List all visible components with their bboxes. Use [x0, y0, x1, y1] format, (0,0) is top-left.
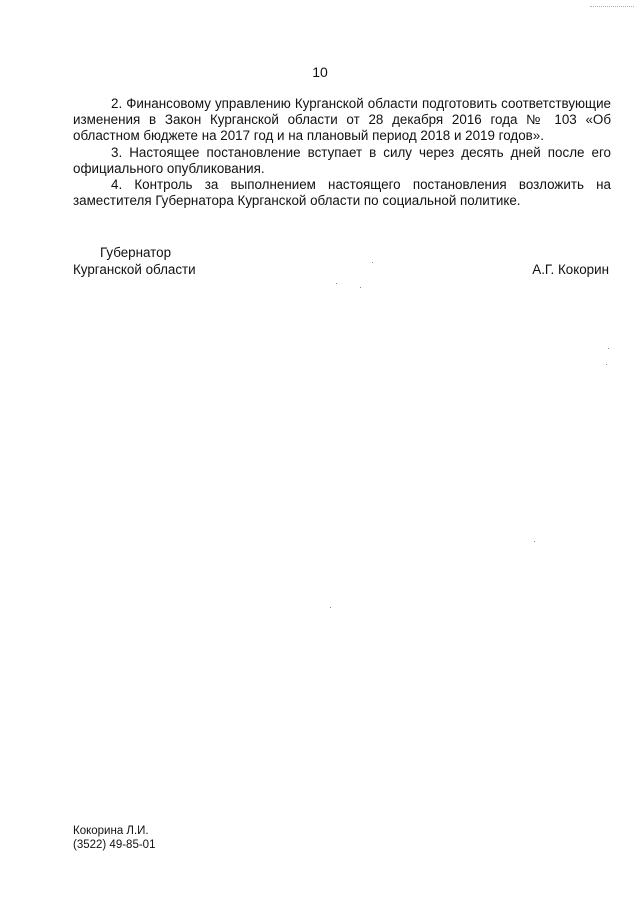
signatory-name: А.Г. Кокорин — [532, 262, 609, 277]
paragraph-effective-date: 3. Настоящее постановление вступает в силу через десять дней после его официального опубликования. — [73, 144, 611, 176]
scan-speck — [336, 283, 337, 284]
scan-speck — [372, 262, 373, 263]
paragraph-control: 4. Контроль за выполнением настоящего постановления возложить на заместителя Губернатора Курганской области по социальной политике. — [73, 177, 611, 209]
scan-edge-marks — [590, 6, 634, 8]
signatory-title-line1: Губернатор — [100, 245, 172, 260]
executor-name: Кокорина Л.И. — [73, 825, 149, 837]
signature-block — [73, 244, 611, 278]
document-body — [73, 96, 611, 209]
executor-info — [73, 824, 155, 852]
signatory-title-line2: Курганской области — [73, 262, 196, 277]
scan-speck — [534, 541, 535, 542]
scan-speck — [608, 348, 609, 349]
executor-phone: (3522) 49-85-01 — [73, 839, 156, 851]
page-number: 10 — [312, 64, 328, 80]
scan-speck — [360, 287, 361, 288]
scan-speck — [606, 364, 607, 365]
scan-speck — [330, 607, 331, 608]
paragraph-finance-department: 2. Финансовому управлению Курганской области подготовить соответствующие изменения в Закон Курганской области от 28 декабря 2016 года № 103 «Об областном бюджете на 2017 год и на плановый период 2018 и 2019 годов». — [73, 96, 611, 144]
